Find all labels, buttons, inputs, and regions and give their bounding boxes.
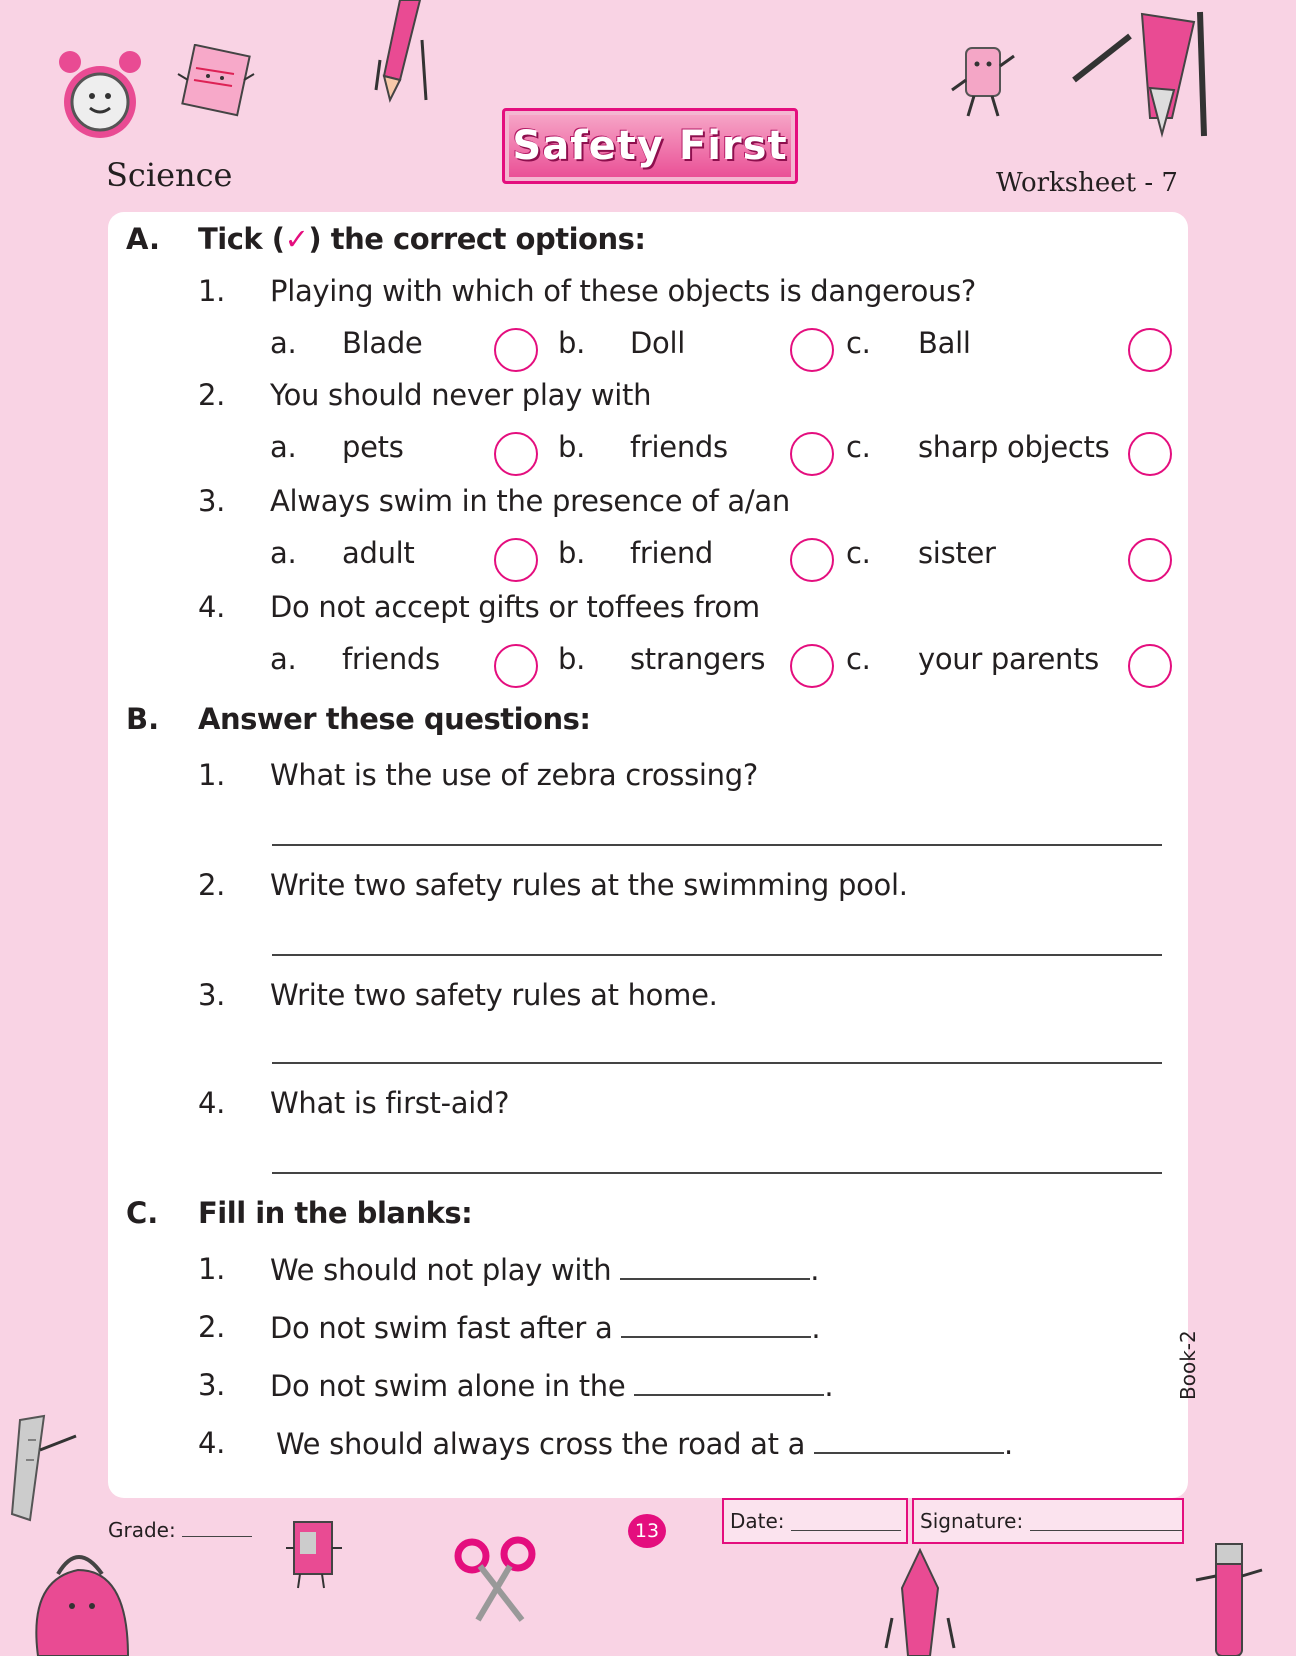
question-text: Always swim in the presence of a/an (270, 484, 790, 518)
answer-line[interactable] (272, 1172, 1162, 1174)
option-label: Ball (918, 326, 971, 360)
answer-circle[interactable] (1128, 644, 1172, 688)
blank-number: 3. (198, 1368, 226, 1402)
answer-line[interactable] (272, 844, 1162, 846)
question-text: Playing with which of these objects is dangerous? (270, 274, 977, 308)
question-text: What is the use of zebra crossing? (270, 758, 758, 792)
sharpener-icon (282, 1518, 346, 1590)
pencil-icon (370, 0, 430, 110)
answer-circle[interactable] (1128, 538, 1172, 582)
blank-field[interactable] (634, 1368, 824, 1396)
option-letter: a. (270, 536, 297, 570)
grade-field: Grade: (108, 1518, 252, 1542)
question-text: Do not accept gifts or toffees from (270, 590, 760, 624)
blank-field[interactable] (814, 1426, 1004, 1454)
signature-box: Signature: (912, 1498, 1184, 1544)
subject-label: Science (106, 156, 233, 194)
answer-line[interactable] (272, 954, 1162, 956)
option-label: your parents (918, 642, 1099, 676)
page-number: 13 (628, 1514, 666, 1548)
pen-character-icon (1192, 1540, 1266, 1656)
answer-circle[interactable] (790, 644, 834, 688)
section-a-letter: A. (126, 222, 160, 256)
question-number: 2. (198, 378, 226, 412)
blank-field[interactable] (620, 1252, 810, 1280)
date-box: Date: (722, 1498, 908, 1544)
answer-circle[interactable] (494, 432, 538, 476)
grade-input-line[interactable] (182, 1518, 252, 1537)
question-number: 4. (198, 590, 226, 624)
option-label: friends (630, 430, 728, 464)
worksheet-number: Worksheet - 7 (996, 168, 1178, 198)
option-letter: b. (558, 536, 586, 570)
blank-field[interactable] (621, 1310, 811, 1338)
answer-circle[interactable] (790, 328, 834, 372)
option-label: adult (342, 536, 415, 570)
option-letter: a. (270, 326, 297, 360)
option-label: strangers (630, 642, 766, 676)
option-letter: b. (558, 326, 586, 360)
answer-circle[interactable] (494, 644, 538, 688)
school-bag-icon (18, 1530, 148, 1656)
answer-circle[interactable] (494, 328, 538, 372)
ruler-icon (10, 1410, 90, 1530)
book-label: Book-2 (1176, 1330, 1200, 1400)
question-text: Write two safety rules at home. (270, 978, 718, 1012)
answer-circle[interactable] (790, 432, 834, 476)
question-number: 3. (198, 978, 226, 1012)
question-number: 2. (198, 868, 226, 902)
blank-number: 2. (198, 1310, 226, 1344)
option-label: pets (342, 430, 404, 464)
scissors-icon (452, 1536, 542, 1626)
option-letter: b. (558, 642, 586, 676)
signature-input-line[interactable] (1030, 1512, 1182, 1531)
option-letter: a. (270, 430, 297, 464)
fill-blank-item: Do not swim fast after a . (270, 1311, 821, 1345)
option-letter: c. (846, 642, 871, 676)
option-letter: b. (558, 430, 586, 464)
question-number: 1. (198, 274, 226, 308)
question-text: You should never play with (270, 378, 652, 412)
section-a-heading: Tick (✓) the correct options: (198, 222, 646, 256)
option-label: sister (918, 536, 996, 570)
question-number: 4. (198, 1086, 226, 1120)
option-letter: c. (846, 430, 871, 464)
question-text: Write two safety rules at the swimming pool. (270, 868, 908, 902)
worksheet-title-banner (502, 108, 798, 184)
answer-circle[interactable] (1128, 328, 1172, 372)
answer-line[interactable] (272, 1062, 1162, 1064)
option-label: Blade (342, 326, 423, 360)
notepad-icon (174, 44, 258, 124)
option-label: friends (342, 642, 440, 676)
answer-circle[interactable] (790, 538, 834, 582)
question-number: 1. (198, 758, 226, 792)
option-letter: c. (846, 536, 871, 570)
blank-number: 1. (198, 1252, 226, 1286)
option-label: friend (630, 536, 714, 570)
section-c-heading: Fill in the blanks: (198, 1196, 473, 1230)
answer-circle[interactable] (1128, 432, 1172, 476)
option-label: sharp objects (918, 430, 1110, 464)
option-letter: a. (270, 642, 297, 676)
crayon-icon (884, 1548, 956, 1656)
tick-mark-icon: ✓ (284, 222, 309, 256)
blank-number: 4. (198, 1426, 226, 1460)
alarm-clock-icon (52, 40, 148, 160)
date-input-line[interactable] (791, 1512, 901, 1531)
answer-circle[interactable] (494, 538, 538, 582)
section-c-letter: C. (126, 1196, 159, 1230)
question-text: What is first-aid? (270, 1086, 510, 1120)
eraser-icon (944, 40, 1024, 120)
option-label: Doll (630, 326, 685, 360)
option-letter: c. (846, 326, 871, 360)
section-b-heading: Answer these questions: (198, 702, 591, 736)
worksheet-title: Safety First (512, 123, 788, 169)
pencil-character-icon (1070, 8, 1210, 138)
question-number: 3. (198, 484, 226, 518)
fill-blank-item: Do not swim alone in the . (270, 1369, 834, 1403)
section-b-letter: B. (126, 702, 160, 736)
fill-blank-item: We should not play with . (270, 1253, 820, 1287)
fill-blank-item: We should always cross the road at a . (276, 1427, 1013, 1461)
